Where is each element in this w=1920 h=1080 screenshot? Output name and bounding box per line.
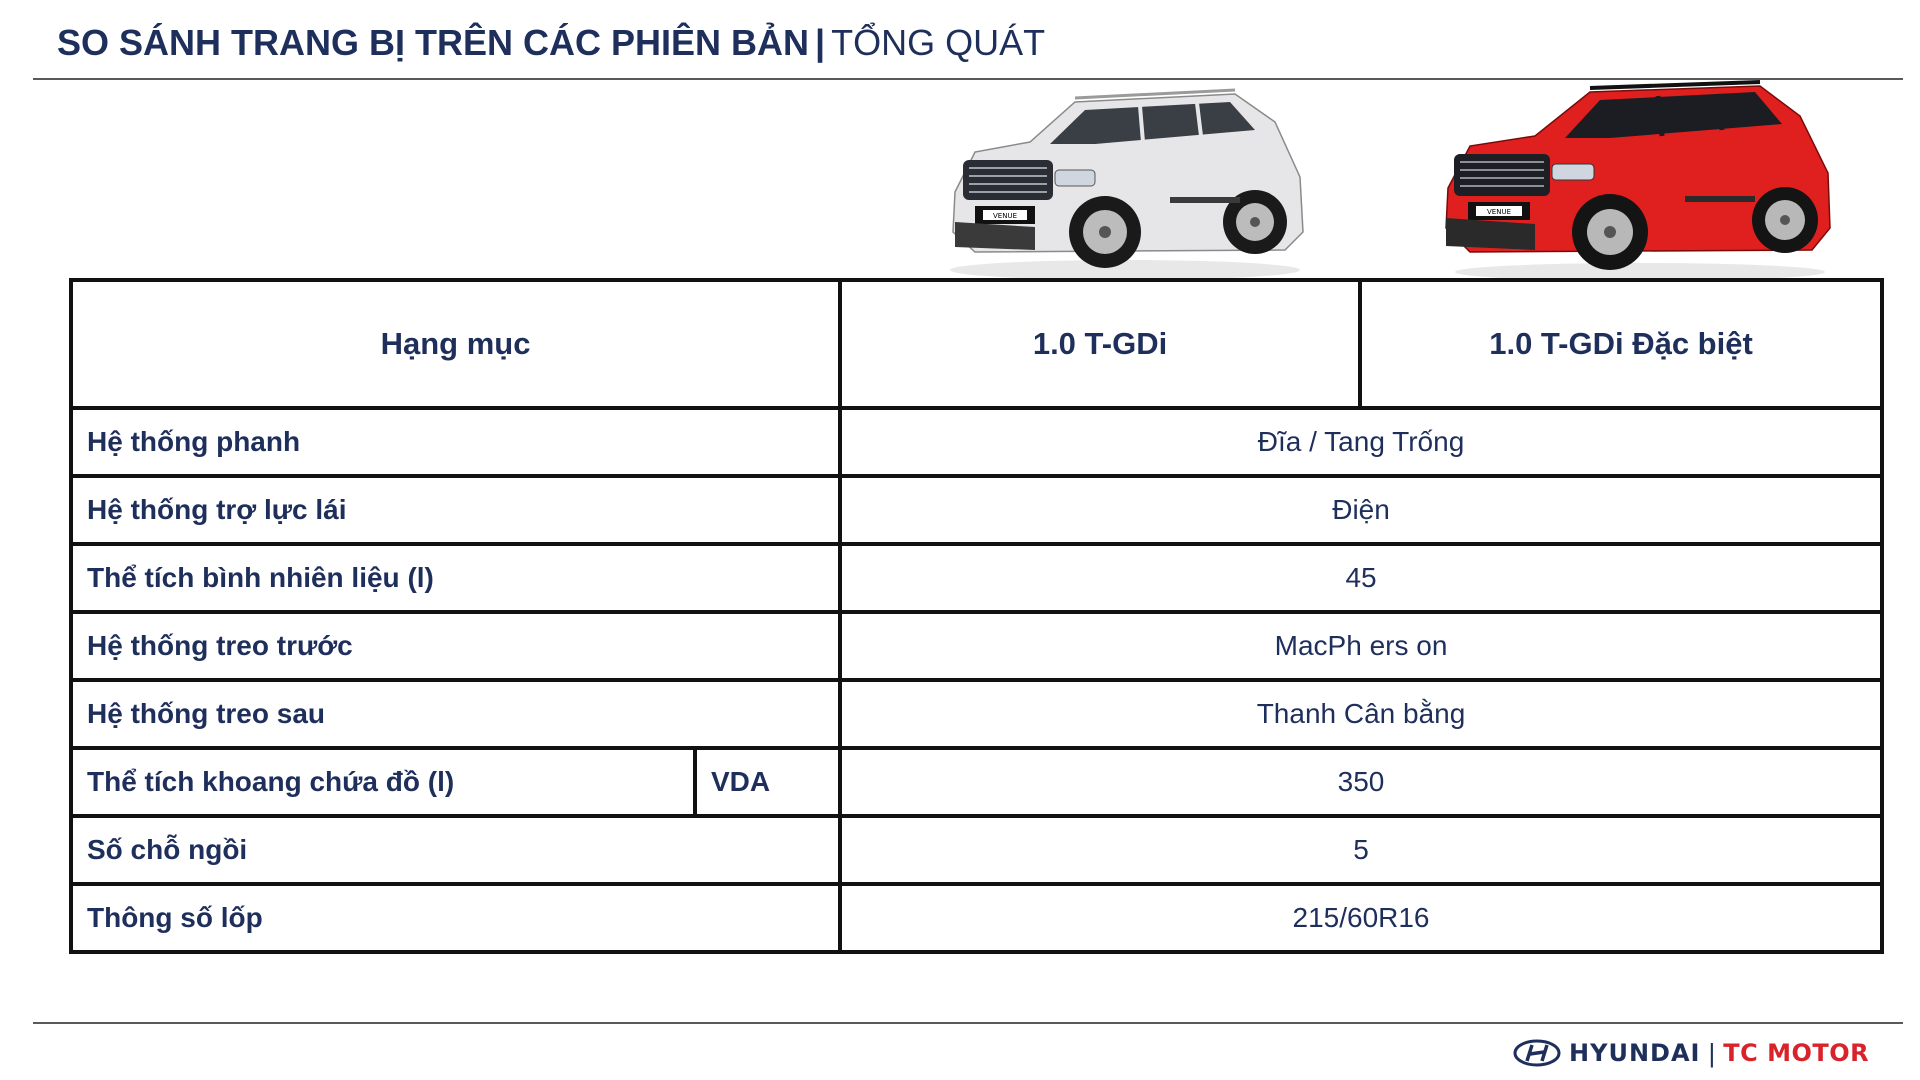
svg-text:VENUE: VENUE: [1487, 208, 1511, 216]
table-row: [71, 612, 1882, 680]
row-value-seats: 5: [840, 816, 1882, 884]
row-value-front-suspension: MacPh ers on: [840, 612, 1882, 680]
row-value-steering: Điện: [840, 476, 1882, 544]
white-car-image: [935, 82, 1315, 282]
header-category: Hạng mục: [71, 280, 840, 408]
table-row: [71, 544, 1882, 612]
table-row: [71, 476, 1882, 544]
row-label-cargo: Thể tích khoang chứa đồ (l): [71, 748, 695, 816]
title-separator: |: [815, 22, 826, 63]
title-subtitle: TỔNG QUÁT: [831, 22, 1046, 63]
table-row: [71, 748, 1882, 816]
brand-logo: [1513, 1036, 1869, 1070]
row-label-fuel-tank: Thể tích bình nhiên liệu (l): [71, 544, 840, 612]
dealer-name: TC MOTOR: [1723, 1039, 1870, 1067]
table-row: [71, 408, 1882, 476]
row-value-fuel-tank: 45: [840, 544, 1882, 612]
title-main: SO SÁNH TRANG BỊ TRÊN CÁC PHIÊN BẢN: [57, 22, 810, 63]
row-label-front-suspension: Hệ thống treo trước: [71, 612, 840, 680]
hyundai-logo-icon: [1513, 1039, 1561, 1067]
row-label-steering: Hệ thống trợ lực lái: [71, 476, 840, 544]
header-version-special: 1.0 T-GDi Đặc biệt: [1360, 280, 1882, 408]
row-value-tires: 215/60R16: [840, 884, 1882, 952]
row-label-tires: Thông số lốp: [71, 884, 840, 952]
table-row: [71, 884, 1882, 952]
logo-separator: |: [1708, 1037, 1716, 1068]
svg-text:VENUE: VENUE: [993, 212, 1017, 220]
row-label-seats: Số chỗ ngồi: [71, 816, 840, 884]
comparison-table: [69, 278, 1884, 954]
table-row: [71, 816, 1882, 884]
row-label-brakes: Hệ thống phanh: [71, 408, 840, 476]
row-value-cargo: 350: [840, 748, 1882, 816]
row-label-rear-suspension: Hệ thống treo sau: [71, 680, 840, 748]
row-sub-cargo-standard: VDA: [695, 748, 840, 816]
row-value-brakes: Đĩa / Tang Trống: [840, 408, 1882, 476]
table-row: [71, 680, 1882, 748]
page-title: [57, 18, 1045, 68]
header-version-standard: 1.0 T-GDi: [840, 280, 1360, 408]
table-header-row: [71, 280, 1882, 408]
red-car-image: [1440, 78, 1840, 282]
bottom-divider: [33, 1022, 1903, 1024]
row-value-rear-suspension: Thanh Cân bằng: [840, 680, 1882, 748]
brand-name: HYUNDAI: [1569, 1039, 1701, 1067]
